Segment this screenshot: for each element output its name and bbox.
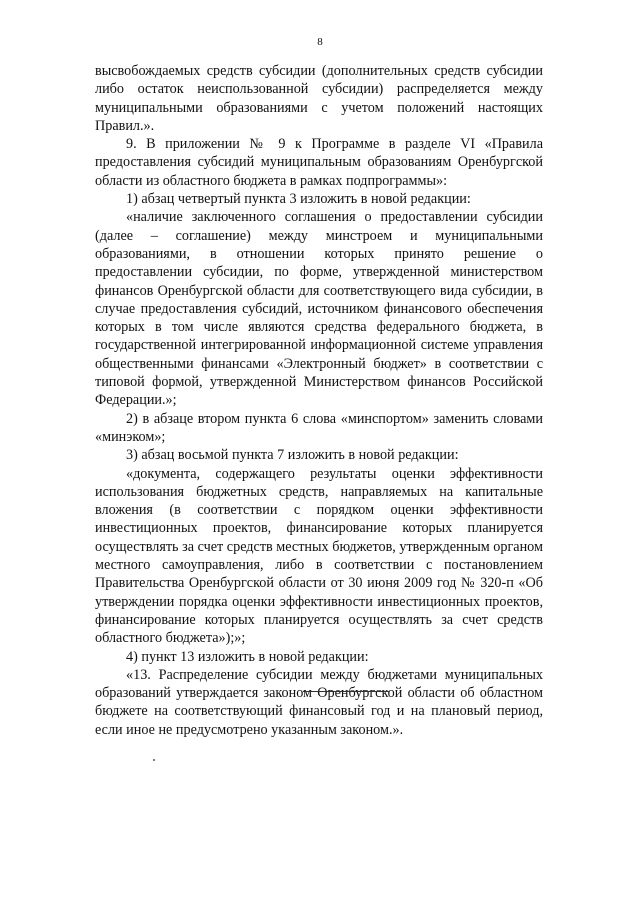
- paragraph-subitem-3: 3) абзац восьмой пункта 7 изложить в новой редакции:: [126, 447, 459, 464]
- paragraph-item-9: 9. В приложении № 9 к Программе в разделе VI «Правила предоставления субсидий муниципальным образованиям Оренбургской области из областного бюджета в рамках подпрограммы»:: [95, 136, 543, 189]
- paragraph-continuation: высвобождаемых средств субсидии (дополнительных средств субсидии либо остаток неиспользованной субсидии) распределяется между муниципальными образованиями с учетом положений настоящих Правил.».: [95, 63, 543, 134]
- paragraph-subitem-4: 4) пункт 13 изложить в новой редакции:: [126, 648, 369, 665]
- scan-speck: [153, 759, 155, 761]
- paragraph-subitem-2: 2) в абзаце втором пункта 6 слова «минспортом» заменить словами «минэком»;: [95, 410, 543, 445]
- page-number: 8: [317, 36, 323, 48]
- paragraph-subitem-1: 1) абзац четвертый пункта 3 изложить в новой редакции:: [126, 191, 471, 208]
- paragraph-quote-1: «наличие заключенного соглашения о предоставлении субсидии (далее – соглашение) между минстроем и муниципальными образованиями, в отношении которых принято решение о предоставлении субсидии, по форме, утвержденной министерством финансов Оренбургской области для соответствующего вида субсидии, в случае предоставления субсидий, источником финансового обеспечения которых в том числе являются средства федерального бюджета, в государственной интегрированной информационной системе управления общественными финансами «Электронный бюджет» в соответствии с типовой формой, утвержденной Министерством финансов Российской Федерации.»;: [95, 209, 543, 409]
- paragraph-quote-4: «13. Распределение субсидии между бюджетами муниципальных образований утверждается законом Оренбургской области об областном бюджете на соответствующий финансовый год и на плановый период, если иное не предусмотрено указанным законом.».: [95, 666, 543, 738]
- document-body: [95, 62, 543, 739]
- paragraph-quote-3: «документа, содержащего результаты оценки эффективности использования бюджетных средств, направляемых на капитальные вложения (в соответствии с порядком оценки эффективности инвестиционных проектов, финансирование которых планируется осуществлять за счет средств местных бюджетов, утвержденным органом местного самоуправления, либо в соответствии с постановлением Правительства Оренбургской области от 30 июня 2009 год № 320-п «Об утверждении порядка оценки эффективности инвестиционных проектов, финансирование которых планируется осуществлять за счет средств областного бюджета»);»;: [95, 465, 543, 647]
- end-separator-line: [303, 691, 389, 692]
